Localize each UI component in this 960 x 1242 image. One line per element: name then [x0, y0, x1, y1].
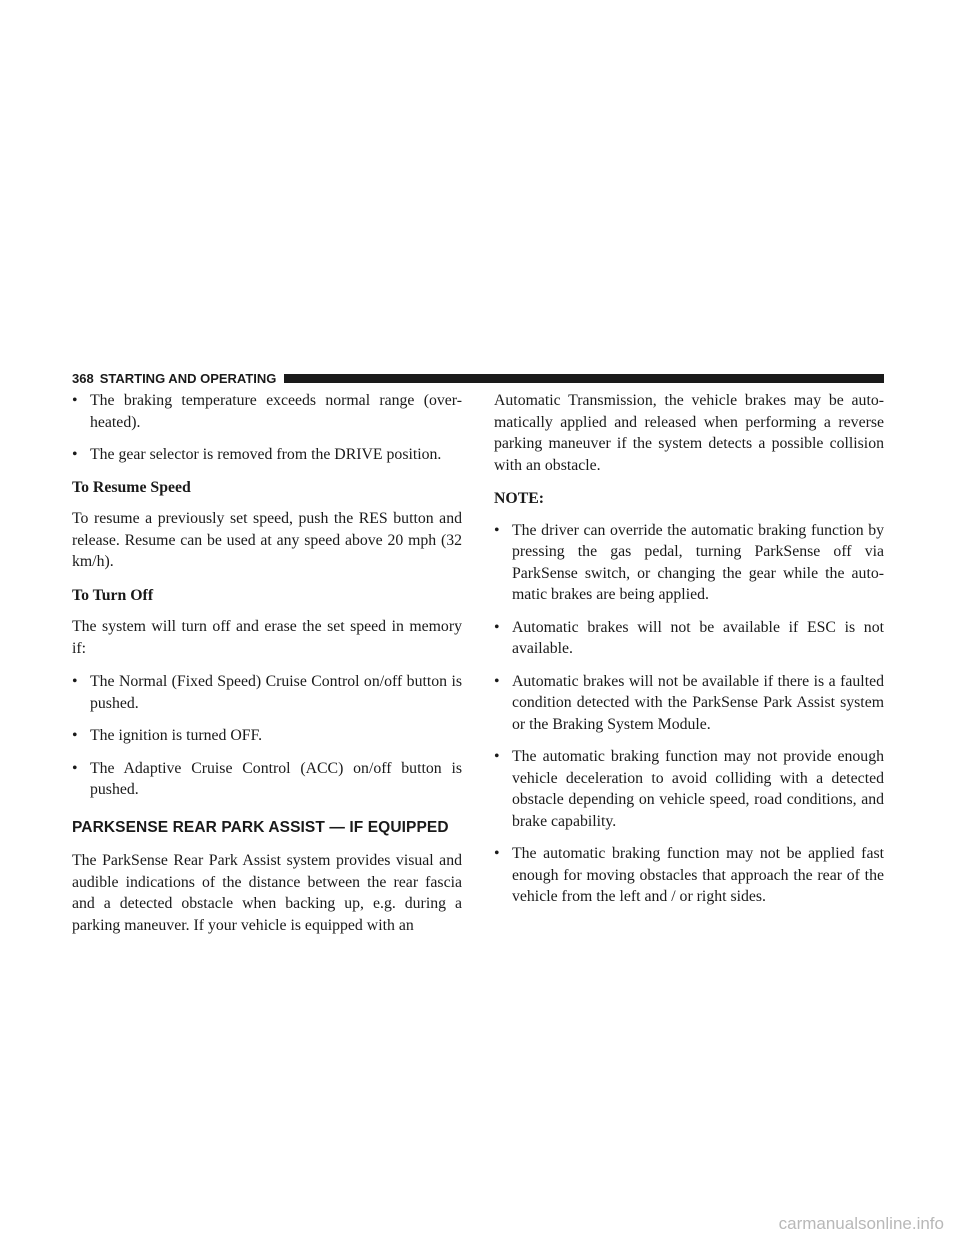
list-item	[72, 390, 462, 433]
bullet-icon: •	[494, 845, 500, 862]
header-rule	[284, 374, 884, 383]
list-item	[72, 671, 462, 714]
bullet-icon: •	[494, 672, 500, 690]
list-item	[72, 444, 462, 466]
list-item-text: The ignition is turned OFF.	[90, 727, 263, 744]
list-item-text: The automatic braking function may not be applied fast enough for moving obstacles that approach the rear of the vehicle from the left and / or right sides.	[512, 845, 884, 905]
bullet-icon: •	[72, 446, 78, 463]
note-label: NOTE:	[494, 490, 545, 507]
list-item	[494, 617, 884, 660]
bullet-icon: •	[72, 727, 78, 744]
list-item-text: The automatic braking function may not provide enough vehicle deceleration to avoid colliding with a detected obstacle depending on vehicle speed, road conditions, and brake capability.	[512, 748, 884, 830]
list-item-text: Automatic brakes will not be available if ESC is not available.	[512, 618, 884, 657]
parksense-heading: PARKSENSE REAR PARK ASSIST — IF EQUIPPED	[72, 818, 449, 836]
bullet-icon: •	[494, 521, 500, 539]
list-item	[494, 746, 884, 832]
section-title: STARTING AND OPERATING	[99, 370, 277, 386]
list-item	[494, 520, 884, 606]
bullet-icon: •	[72, 759, 78, 777]
list-item-text: The braking temperature exceeds normal range (over-heated).	[90, 392, 462, 431]
turn-off-heading: To Turn Off	[72, 586, 154, 604]
list-item-text: The driver can override the automatic braking function by pressing the gas pedal, turning ParkSense off via ParkSense switch, or changing the gear while the auto-matic brakes are being applied.	[512, 521, 884, 603]
turn-off-text: The system will turn off and erase the set speed in memory if:	[72, 618, 462, 657]
list-item	[72, 758, 462, 801]
continued-text: Automatic Transmission, the vehicle brakes may be auto-matically applied and released when performing a reverse parking maneuver if the system detects a possible collision with an obstacle.	[494, 392, 884, 474]
right-column	[494, 390, 884, 919]
resume-speed-text: To resume a previously set speed, push the RES button and release. Resume can be used at any speed above 20 mph (32 km/h).	[72, 510, 462, 570]
left-column	[72, 390, 462, 948]
resume-speed-heading: To Resume Speed	[72, 478, 191, 496]
list-item-text: The Adaptive Cruise Control (ACC) on/off button is pushed.	[90, 759, 462, 798]
page-header	[72, 369, 884, 387]
list-item	[494, 671, 884, 736]
parksense-text: The ParkSense Rear Park Assist system provides visual and audible indications of the distance between the rear fascia and a detected obstacle when backing up, e.g. during a parking maneuver. If your vehicle is equipped with an	[72, 852, 462, 934]
list-item	[494, 843, 884, 908]
page-number: 368	[72, 370, 94, 386]
bullet-icon: •	[72, 392, 78, 409]
list-item-text: The gear selector is removed from the DRIVE position.	[90, 446, 442, 463]
bullet-icon: •	[494, 618, 500, 636]
bullet-icon: •	[72, 673, 78, 690]
list-item	[72, 725, 462, 747]
list-item-text: The Normal (Fixed Speed) Cruise Control on/off button is pushed.	[90, 673, 462, 712]
bullet-icon: •	[494, 748, 500, 765]
list-item-text: Automatic brakes will not be available if there is a faulted condition detected with the ParkSense Park Assist system or the Braking System Module.	[512, 672, 884, 733]
watermark: carmanualsonline.info	[778, 1214, 944, 1233]
